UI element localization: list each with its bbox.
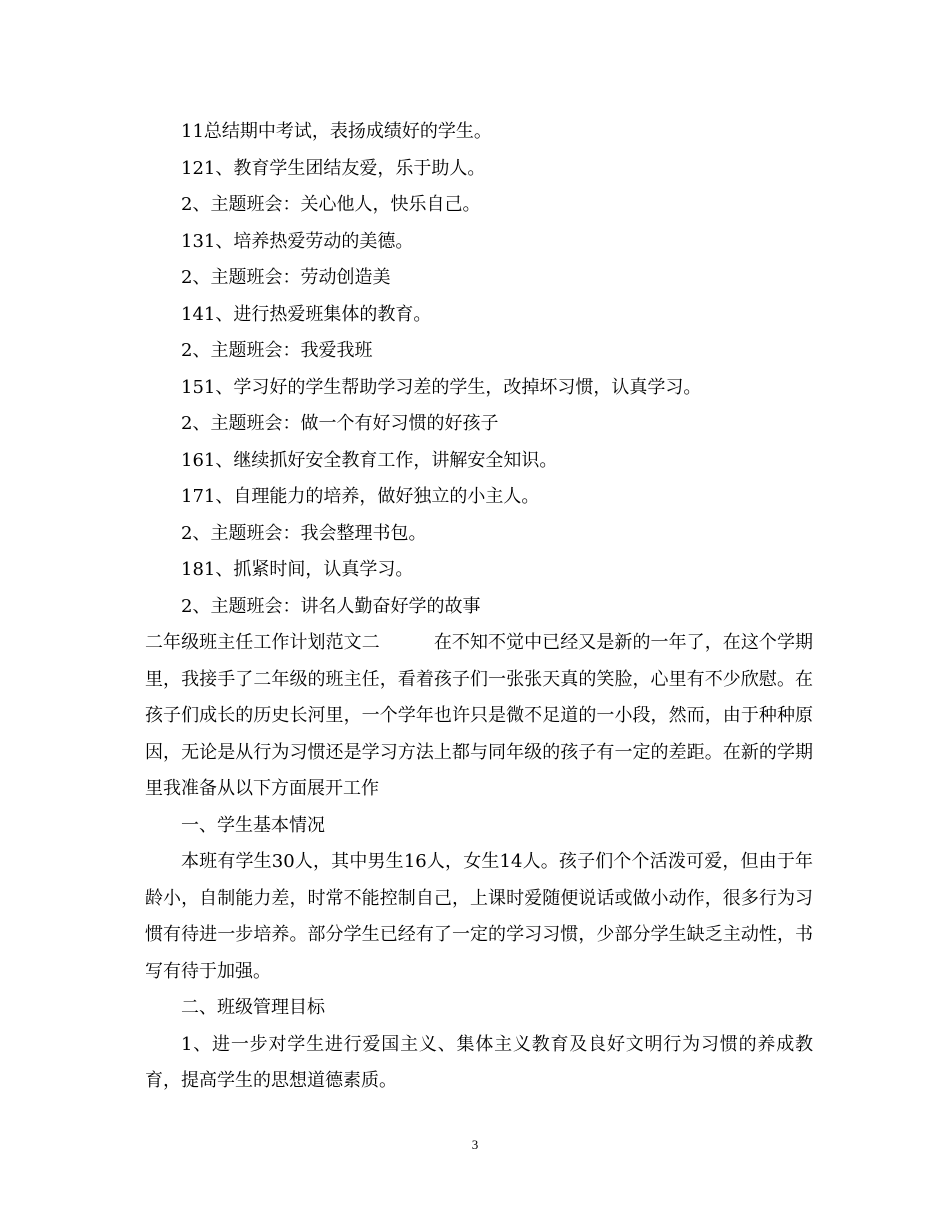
section-two-title: 二年级班主任工作计划范文二 xyxy=(145,632,380,653)
heading-student-situation: 一、学生基本情况 xyxy=(181,814,325,836)
paragraph-student-situation: 本班有学生30人，其中男生16人，女生14人。孩子们个个活泼可爱，但由于年龄小，自制能力差，时常不能控制自己，上课时爱随便说话或做小动作，很多行为习惯有待进一步培养。部分学生已经有了一定的学习习惯，少部分学生缺乏主动性，书写有待于加强。 xyxy=(145,851,813,982)
section-two-paragraph xyxy=(145,625,813,808)
list-item: 181、抓紧时间，认真学习。 xyxy=(181,559,414,580)
heading-management-goals: 二、班级管理目标 xyxy=(181,997,325,1018)
list-item: 2、主题班会：劳动创造美 xyxy=(181,267,391,288)
list-item: 151、学习好的学生帮助学习差的学生，改掉坏习惯，认真学习。 xyxy=(181,376,702,398)
list-item: 161、继续抓好安全教育工作，讲解安全知识。 xyxy=(181,449,558,471)
page-number: 3 xyxy=(471,1137,479,1152)
list-item: 121、教育学生团结友爱，乐于助人。 xyxy=(181,157,486,179)
list-item: 2、主题班会：做一个有好习惯的好孩子 xyxy=(181,413,499,434)
list-item: 131、培养热爱劳动的美德。 xyxy=(181,230,414,252)
section-two-intro: 在不知不觉中已经又是新的一年了，在这个学期里，我接手了二年级的班主任，看着孩子们一张张天真的笑脸，心里有不少欣慰。在孩子们成长的历史长河里，一个学年也许只是微不足道的一小段，然而，由于种种原因，无论是从行为习惯还是学习方法上都与同年级的孩子有一定的差距。在新的学期里我准备从以下方面展开工作 xyxy=(145,632,813,799)
list-item: 2、主题班会：我爱我班 xyxy=(181,340,373,361)
paragraph-management-goals: 1、进一步对学生进行爱国主义、集体主义教育及良好文明行为习惯的养成教育，提高学生的思想道德素质。 xyxy=(145,1033,813,1091)
list-item: 11总结期中考试，表扬成绩好的学生。 xyxy=(181,121,492,142)
list-item: 171、自理能力的培养，做好独立的小主人。 xyxy=(181,486,540,507)
list-item: 2、主题班会：我会整理书包。 xyxy=(181,522,427,544)
list-item: 2、主题班会：讲名人勤奋好学的故事 xyxy=(181,595,481,617)
list-item: 141、进行热爱班集体的教育。 xyxy=(181,303,432,325)
list-item: 2、主题班会：关心他人，快乐自己。 xyxy=(181,194,481,215)
page-content xyxy=(145,114,813,1100)
